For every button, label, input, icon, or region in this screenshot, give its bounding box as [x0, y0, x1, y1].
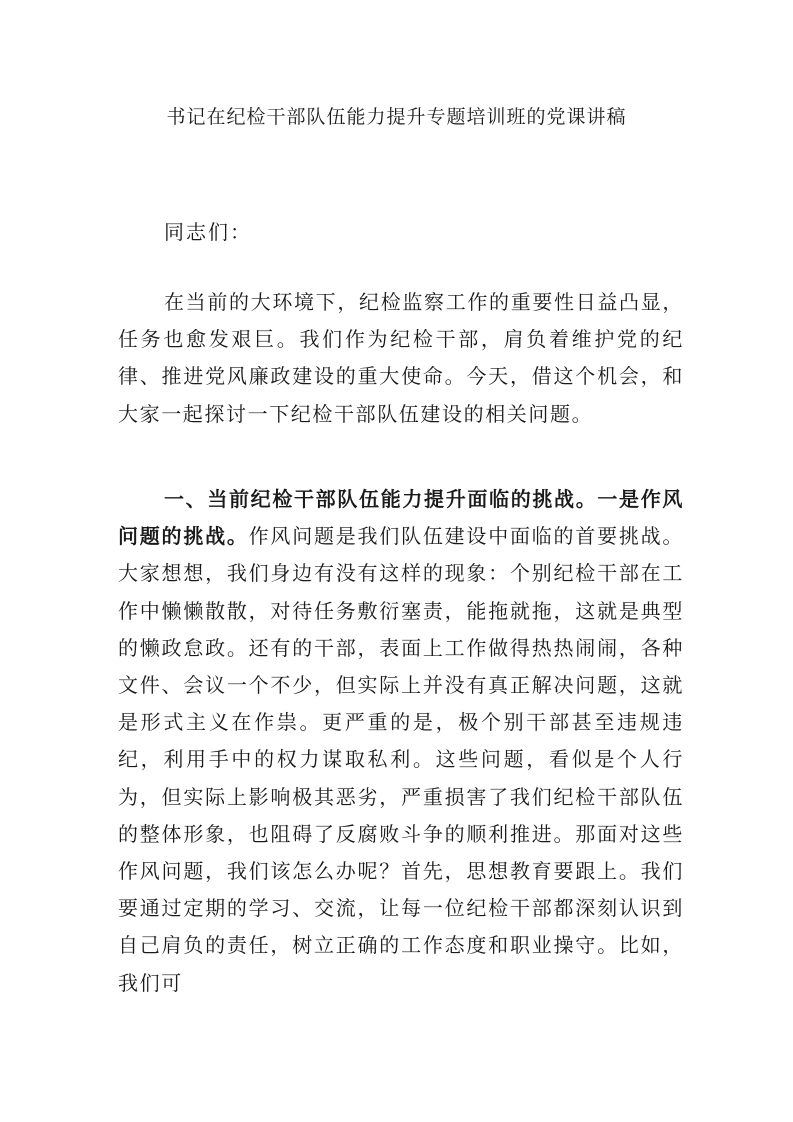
section-subheading: 一是作风问题的挑战。 [118, 487, 684, 549]
section-heading: 一、当前纪检干部队伍能力提升面临的挑战。 [164, 487, 598, 511]
document-title: 书记在纪检干部队伍能力提升专题培训班的党课讲稿 [166, 106, 627, 128]
paragraph-challenges [118, 481, 684, 1002]
paragraph-intro: 在当前的大环境下，纪检监察工作的重要性日益凸显，任务也愈发艰巨。我们作为纪检干部，肩负着维护党的纪律、推进党风廉政建设的重大使命。今天，借这个机会，和大家一起探讨一下纪检干部队伍建设的相关问题。 [118, 290, 684, 426]
paragraph-body: 作风问题是我们队伍建设中面临的首要挑战。大家想想，我们身边有没有这样的现象：个别纪检干部在工作中懒懒散散，对待任务敷衍塞责，能拖就拖，这就是典型的懒政怠政。还有的干部，表面上工作做得热热闹闹，各种文件、会议一个不少，但实际上并没有真正解决问题，这就是形式主义在作祟。更严重的是，极个别干部甚至违规违纪，利用手中的权力谋取私利。这些问题，看似是个人行为，但实际上影响极其恶劣，严重损害了我们纪检干部队伍的整体形象，也阻碍了反腐败斗争的顺利推进。那面对这些作风问题，我们该怎么办呢？首先，思想教育要跟上。我们要通过定期的学习、交流，让每一位纪检干部都深刻认识到自己肩负的责任，树立正确的工作态度和职业操守。比如，我们可 [118, 524, 684, 995]
salutation: 同志们： [164, 220, 252, 244]
